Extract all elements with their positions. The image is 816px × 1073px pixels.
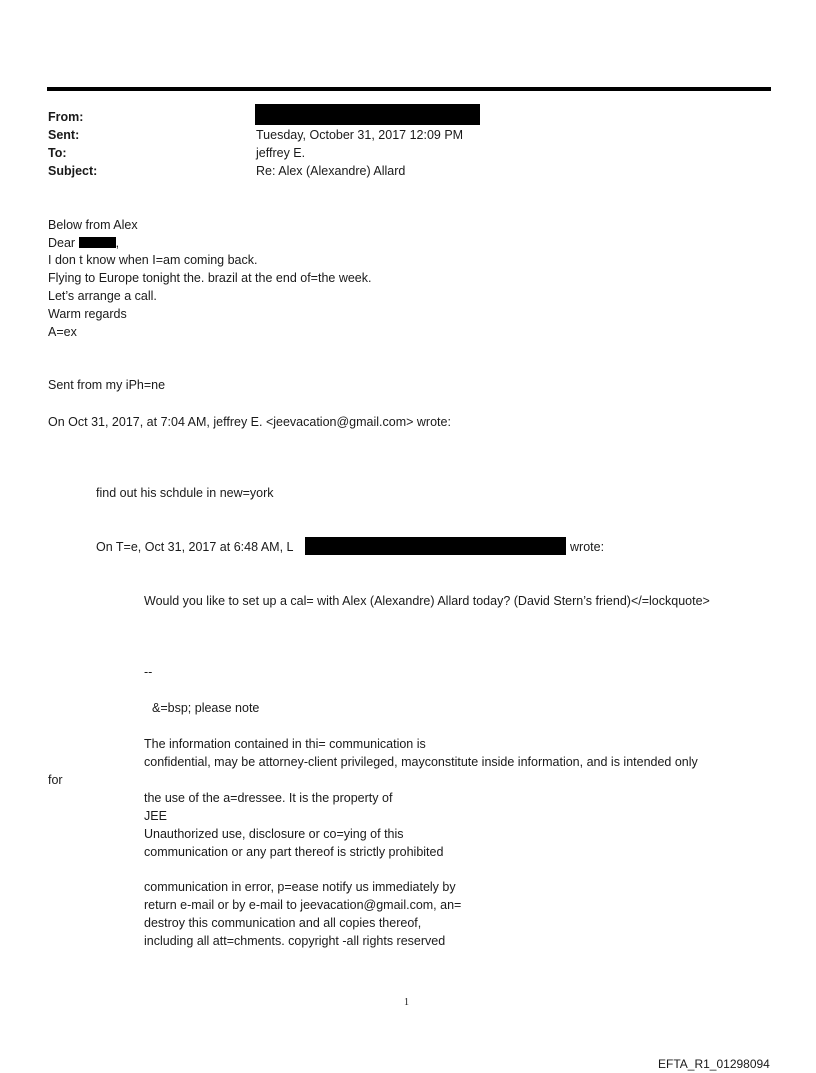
quote2-text: Would you like to set up a cal= with Alex (Alexandre) Allard today? (David Stern’s friend)</=lockquote>	[144, 594, 710, 608]
quote-header-2-suffix: wrote:	[570, 540, 605, 554]
disclaimer-line-5: Unauthorized use, disclosure or co=ying of this	[144, 827, 404, 841]
body-line-7: A=ex	[48, 325, 77, 339]
to-label: To:	[48, 146, 67, 160]
sent-label: Sent:	[48, 128, 80, 142]
quote-header-1: On Oct 31, 2017, at 7:04 AM, jeffrey E. <jeevacation@gmail.com> wrote:	[48, 415, 451, 429]
header-rule	[47, 87, 771, 91]
disclaimer-line-3: the use of the a=dressee. It is the property of	[144, 791, 393, 805]
greeting-comma: ,	[115, 236, 120, 250]
disclaimer-line-4: JEE	[144, 809, 167, 823]
disclaimer-line-8: return e-mail or by e-mail to jeevacation@gmail.com, an=	[144, 898, 462, 912]
sent-value: Tuesday, October 31, 2017 12:09 PM	[256, 128, 464, 142]
please-note-line: &=bsp; please note	[152, 701, 260, 715]
greeting-redaction	[79, 237, 116, 248]
body-line-3: I don t know when I=am coming back.	[48, 253, 258, 267]
disclaimer-line-10: including all att=chments. copyright -all rights reserved	[144, 934, 446, 948]
quote-header-2	[96, 540, 293, 555]
signature-dashes: --	[144, 665, 153, 679]
subject-value: Re: Alex (Alexandre) Allard	[256, 164, 406, 178]
page-number: 1	[404, 997, 409, 1008]
body-line-4: Flying to Europe tonight the. brazil at the end of=the week.	[48, 271, 372, 285]
body-line-1: Below from Alex	[48, 218, 138, 232]
disclaimer-line-7: communication in error, p=ease notify us immediately by	[144, 880, 456, 894]
disclaimer-for: for	[48, 773, 63, 787]
disclaimer-line-9: destroy this communication and all copies thereof,	[144, 916, 422, 930]
from-label: From:	[48, 110, 84, 124]
subject-label: Subject:	[48, 164, 98, 178]
quote1-text: find out his schdule in new=york	[96, 486, 274, 500]
disclaimer-line-1: The information contained in thi= communication is	[144, 737, 426, 751]
from-redaction	[255, 104, 480, 125]
disclaimer-line-6: communication or any part thereof is strictly prohibited	[144, 845, 444, 859]
sender-redaction	[305, 537, 566, 555]
greeting-text: Dear	[48, 236, 76, 250]
body-line-5: Let’s arrange a call.	[48, 289, 157, 303]
body-line-2	[48, 236, 119, 251]
disclaimer-line-2: confidential, may be attorney-client privileged, mayconstitute inside information, and is intended only	[144, 755, 698, 769]
to-value: jeffrey E.	[256, 146, 306, 160]
body-line-6: Warm regards	[48, 307, 127, 321]
quote-header-2-prefix: On T=e, Oct 31, 2017 at 6:48 AM, L	[96, 540, 294, 554]
document-id: EFTA_R1_01298094	[658, 1057, 770, 1071]
signature-line: Sent from my iPh=ne	[48, 378, 166, 392]
